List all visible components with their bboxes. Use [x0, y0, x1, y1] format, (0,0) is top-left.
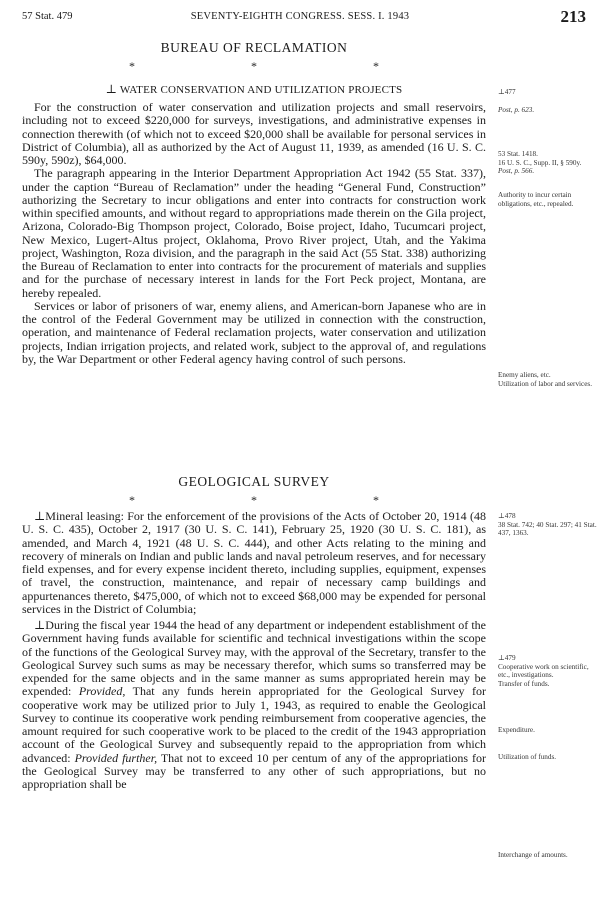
margin-note: ⊥477	[498, 88, 516, 96]
star: *	[251, 493, 257, 507]
margin-note	[498, 654, 602, 688]
paragraph-text: Mineral leasing: For the enforcement of the provisions of the Acts of October 20, 1914 (48 U. S. C. 435), October 2, 1917 (30 U. S. C. 141), February 25, 1920 (30 U. S. C. 181), as amended, and March 4, 1921 (48 U. S. C. 444), and other Acts relating to the mining and recovery of minerals on Indian and public lands and naval petroleum reserves, and for necessary field expenses, and for every expense incident thereto, including supplies, equipment, expenses of travel, the construction, maintenance, and repair of necessary camp buildings and appurtenances thereto, $475,000, of which not to exceed $68,000 may be expended for personal services in the District of Columbia;	[22, 509, 486, 616]
star: *	[373, 59, 379, 73]
margin-note-line: 53 Stat. 1418.	[498, 150, 538, 158]
margin-note-line: 38 Stat. 742; 40 Stat. 297; 41 Stat. 437, 1363.	[498, 520, 597, 538]
reclamation-body	[22, 101, 486, 366]
margin-note	[498, 512, 602, 538]
italic-proviso: Provided further,	[74, 750, 158, 765]
running-header: SEVENTY-EIGHTH CONGRESS. SESS. I. 1943	[190, 11, 410, 22]
paragraph: For the construction of water conservation and utilization projects and small reservoirs, including not to exceed $220,000 for surveys, investigations, and administrative expenses in connection therewith (of which not to exceed $20,000 shall be available for personal services in District of Columbia), all as authorized by the Act of August 11, 1939, as amended (16 U. S. C. 590y, 590z), $64,000.	[22, 100, 486, 167]
star: *	[129, 493, 135, 507]
page-break-mark: ⊥	[105, 82, 118, 96]
section-divider-stars	[22, 494, 486, 506]
page-break-mark: ⊥	[34, 618, 46, 632]
margin-note-line: Utilization of labor and services.	[498, 379, 593, 388]
section-title-reclamation: BUREAU OF RECLAMATION	[160, 40, 348, 55]
margin-note-line: Transfer of funds.	[498, 679, 550, 688]
margin-note-line: Cooperative work on scientific, etc., investigations.	[498, 662, 589, 680]
paragraph: The paragraph appearing in the Interior Department Appropriation Act 1942 (55 Stat. 337), under the caption “Bureau of Reclamation” under the heading “General Fund, Construction” authorizing the Secretary to incur obligations and enter into contracts for construction work within specified amounts, and without regard to appropriations made therein on the Gila project, Arizona, Colorado-Big Thompson project, Colorado, Boise project, Idaho, Tucumcari project, New Mexico, Lugert-Altus project, Oklahoma, Provo River project, Utah, and the Yakima project, Washington, Roza division, and the paragraph in the said Act (55 Stat. 338) authorizing the Bureau of Reclamation to enter into contracts for the procurement of materials and supplies and for the purchase of necessary interest in lands for the Fort Peck project, Montana, are hereby repealed.	[22, 166, 486, 300]
paragraph	[22, 619, 486, 791]
paragraph: Services or labor of prisoners of war, enemy aliens, and American-born Japanese who are in the control of the Federal Government may be utilized in connection with the construction, operation, and maintenance of Federal reclamation projects, water conservation and utilization projects, Indian irrigation projects, and related work, subject to the approval of, and regulations by, the War Department or other Federal agency having control of such persons.	[22, 298, 486, 366]
paragraph	[22, 510, 486, 616]
star: *	[251, 59, 257, 73]
margin-note	[498, 371, 602, 388]
star: *	[373, 493, 379, 507]
margin-note-line: Enemy aliens, etc.	[498, 371, 551, 379]
margin-note: Post, p. 623.	[498, 106, 535, 114]
paragraph-text: During the fiscal year 1944 the head of any department or independent establishment of the Government having funds available for scientific and technical investigations within the scope of the functions of the Geological Survey may, with the approval of the Secretary, transfer to the Geological Survey such sums as may be necessary therefor, which sums so transferred may be expended for the same objects and in the same manner as sums appropriated herein may be expended:	[22, 618, 486, 699]
section-title-geological: GEOLOGICAL SURVEY	[178, 474, 330, 489]
paragraph-text: That not to exceed 10 per centum of any of the appropriations for the Geological Survey may be transferred to any other of such appropriations, but no appropriation shall be	[22, 750, 487, 791]
page-break-mark: ⊥	[34, 509, 46, 523]
subsection-title	[22, 82, 486, 97]
margin-note-line: 16 U. S. C., Supp. II, § 590y.	[498, 158, 582, 167]
margin-note-line: ⊥478	[498, 512, 516, 520]
margin-note	[498, 150, 602, 176]
geological-body	[22, 510, 486, 791]
section-divider-stars	[22, 60, 486, 72]
statute-citation: 57 Stat. 479	[22, 11, 73, 22]
page-number: 213	[560, 7, 586, 26]
star: *	[129, 59, 135, 73]
paragraph-text: That any funds herein appropriated for the Geological Survey for cooperative work may be utilized prior to July 1, 1943, as required to enable the Geological Survey to continue its cooperative work pending reimbursement from cooperative agencies, the amount required for such cooperative work to be placed to the credit of the 1943 appropriation account of the Geological Survey and subsequently repaid to the appropriation from which advanced:	[22, 684, 486, 765]
margin-note: Authority to incur certain obligations, etc., repealed.	[498, 191, 574, 208]
subsection-title-text: WATER CONSERVATION AND UTILIZATION PROJECTS	[119, 84, 403, 96]
margin-note: Interchange of amounts.	[498, 851, 568, 859]
margin-note-line: Post, p. 566.	[498, 167, 535, 176]
italic-proviso: Provided,	[78, 684, 126, 699]
margin-note-line: ⊥479	[498, 654, 516, 662]
margin-note: Expenditure.	[498, 726, 535, 734]
margin-note: Utilization of funds.	[498, 753, 557, 761]
